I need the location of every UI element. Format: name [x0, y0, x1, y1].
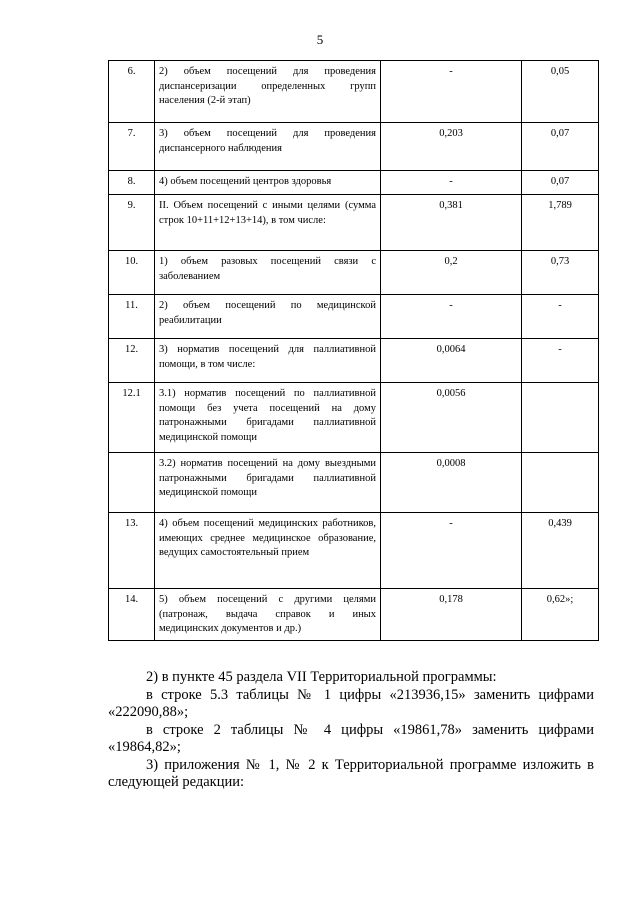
table-row	[109, 339, 599, 383]
row-number-cell: 13.	[109, 513, 155, 589]
table-row	[109, 383, 599, 453]
value-cell-1: 0,381	[381, 195, 522, 251]
row-description-cell: 2) объем посещений для проведения диспансеризации определенных групп населения (2-й этап)	[155, 61, 381, 123]
body-text	[108, 669, 594, 792]
table-row	[109, 295, 599, 339]
value-cell-2: 0,439	[522, 513, 599, 589]
row-description-cell: 3) объем посещений для проведения диспансерного наблюдения	[155, 123, 381, 171]
table-row	[109, 453, 599, 513]
value-cell-1: -	[381, 61, 522, 123]
row-number-cell: 12.1	[109, 383, 155, 453]
value-cell-2	[522, 383, 599, 453]
value-cell-1: 0,0064	[381, 339, 522, 383]
value-cell-2: 1,789	[522, 195, 599, 251]
paragraph: 2) в пункте 45 раздела VII Территориальной программы:	[146, 669, 497, 685]
paragraph: в строке 2 таблицы № 4 цифры «19861,78» заменить цифрами «19864,82»;	[108, 721, 594, 755]
value-cell-2: 0,07	[522, 171, 599, 195]
value-cell-1: 0,203	[381, 123, 522, 171]
table-body	[109, 61, 599, 641]
table-row	[109, 171, 599, 195]
value-cell-2: 0,07	[522, 123, 599, 171]
row-description-cell: 3.1) норматив посещений по паллиативной помощи без учета посещений на дому патронажными бригадами паллиативной медицинской помощи	[155, 383, 381, 453]
table-row	[109, 123, 599, 171]
row-description-cell: 4) объем посещений медицинских работников, имеющих среднее медицинское образование, ведущих самостоятельный прием	[155, 513, 381, 589]
norms-table	[108, 60, 599, 641]
value-cell-1: 0,0008	[381, 453, 522, 513]
row-number-cell: 7.	[109, 123, 155, 171]
value-cell-1: -	[381, 513, 522, 589]
value-cell-1: 0,0056	[381, 383, 522, 453]
table-row	[109, 61, 599, 123]
row-number-cell: 6.	[109, 61, 155, 123]
row-number-cell: 9.	[109, 195, 155, 251]
value-cell-1: 0,2	[381, 251, 522, 295]
row-number-cell: 11.	[109, 295, 155, 339]
row-number-cell	[109, 453, 155, 513]
row-description-cell: 1) объем разовых посещений связи с заболеванием	[155, 251, 381, 295]
value-cell-2	[522, 453, 599, 513]
value-cell-2: 0,73	[522, 251, 599, 295]
value-cell-2: 0,05	[522, 61, 599, 123]
table-row	[109, 513, 599, 589]
value-cell-2: 0,62»;	[522, 589, 599, 641]
row-number-cell: 12.	[109, 339, 155, 383]
table-row	[109, 589, 599, 641]
row-description-cell: 2) объем посещений по медицинской реабилитации	[155, 295, 381, 339]
paragraph: в строке 5.3 таблицы № 1 цифры «213936,15» заменить цифрами «222090,88»;	[108, 686, 594, 720]
row-description-cell: 5) объем посещений с другими целями (патронаж, выдача справок и иных медицинских документов и др.)	[155, 589, 381, 641]
value-cell-2: -	[522, 339, 599, 383]
table-row	[109, 251, 599, 295]
page-number: 5	[316, 32, 324, 47]
row-description-cell: 3) норматив посещений для паллиативной помощи, в том числе:	[155, 339, 381, 383]
row-description-cell: II. Объем посещений с иными целями (сумма строк 10+11+12+13+14), в том числе:	[155, 195, 381, 251]
value-cell-2: -	[522, 295, 599, 339]
row-number-cell: 8.	[109, 171, 155, 195]
row-number-cell: 14.	[109, 589, 155, 641]
row-description-cell: 3.2) норматив посещений на дому выездными патронажными бригадами паллиативной медицинской помощи	[155, 453, 381, 513]
value-cell-1: 0,178	[381, 589, 522, 641]
value-cell-1: -	[381, 295, 522, 339]
table-row	[109, 195, 599, 251]
row-description-cell: 4) объем посещений центров здоровья	[155, 171, 381, 195]
paragraph: 3) приложения № 1, № 2 к Территориальной программе изложить в следующей редакции:	[108, 756, 594, 790]
value-cell-1: -	[381, 171, 522, 195]
row-number-cell: 10.	[109, 251, 155, 295]
